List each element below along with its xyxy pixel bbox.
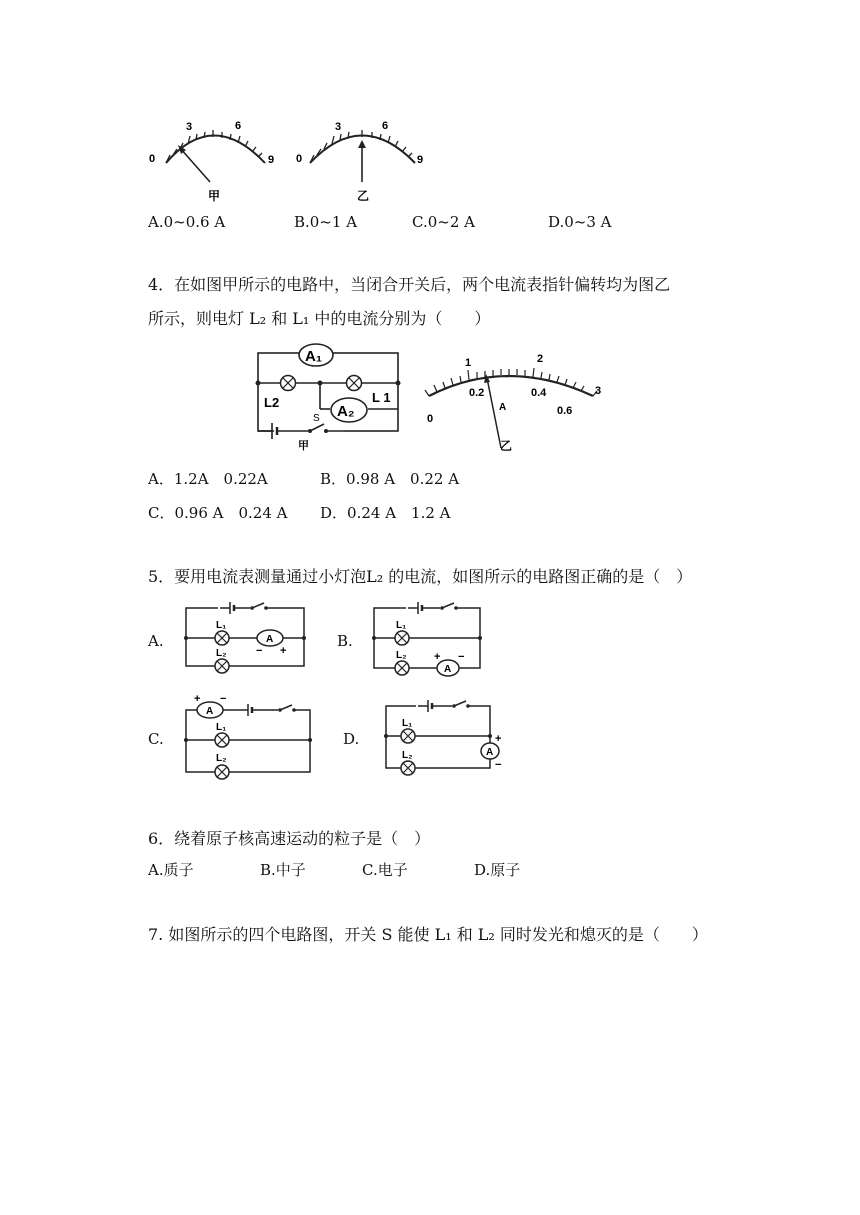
- q5-option-b-label: B.: [337, 632, 353, 650]
- q5b-minus: −: [458, 651, 465, 663]
- q4-meter-yi: [415, 348, 615, 456]
- meter-jia-tick-9: 9: [268, 154, 275, 166]
- q5a-l2: L₂: [216, 648, 227, 659]
- q5c-l2: L₂: [216, 753, 227, 764]
- q6-option-d: D.原子: [474, 861, 521, 879]
- meter-jia-figure: [140, 110, 290, 205]
- q5d-l1: L₁: [402, 718, 413, 729]
- q4-question-line1: 4．在如图甲所示的电路中，当闭合开关后，两个电流表指针偏转均为图乙: [148, 275, 671, 294]
- meter-jia-tick-6: 6: [235, 120, 242, 132]
- q5-question-line1: 5．要用电流表测量通过小灯泡L₂ 的电流，如图所示的电路图正确的是（ ）: [148, 567, 693, 586]
- q5b-ammeter: A: [444, 664, 452, 675]
- meter-jia-label: 甲: [208, 189, 221, 203]
- q4-circuit-label: 甲: [298, 440, 309, 452]
- q4-a2-label: A₂: [337, 403, 355, 420]
- q5b-plus: +: [434, 651, 441, 663]
- q5-circuit-a: [180, 598, 310, 680]
- meter-yi-tick-0: 0: [296, 153, 303, 165]
- meter-jia-tick-3: 3: [186, 121, 193, 133]
- q5a-l1: L₁: [216, 620, 227, 631]
- q4-option-c: C．0.96 A 0.24 A: [148, 504, 288, 522]
- q5a-minus: −: [256, 645, 263, 657]
- q5-circuit-c: [180, 694, 316, 778]
- meter-yi-figure: [290, 110, 440, 205]
- meter-yi-tick-3: 3: [335, 121, 342, 133]
- q4-meter-top-tick-3: 3: [595, 385, 602, 397]
- meter-yi-tick-6: 6: [382, 120, 389, 132]
- q4-option-d: D．0.24 A 1.2 A: [320, 504, 451, 522]
- q4-meter-bottom-tick-04: 0.4: [531, 387, 547, 399]
- q4-meter-label: 乙: [500, 439, 513, 453]
- q5-circuit-b: [368, 598, 486, 682]
- q5c-ammeter: A: [206, 706, 214, 717]
- q5d-l2: L₂: [402, 750, 413, 761]
- q4-meter-top-tick-2: 2: [537, 353, 544, 365]
- q5-option-d-label: D.: [343, 730, 360, 748]
- q6-option-c: C.电子: [362, 861, 408, 879]
- q5a-plus: +: [280, 645, 287, 657]
- q4-meter-top-tick-1: 1: [465, 357, 472, 369]
- meter-yi-label: 乙: [357, 189, 370, 203]
- q7-question-line1: 7. 如图所示的四个电路图，开关 S 能使 L₁ 和 L₂ 同时发光和熄灭的是（ ）: [148, 925, 708, 944]
- q5-option-c-label: C.: [148, 730, 164, 748]
- q4-meter-unit: A: [499, 402, 507, 413]
- q4-meter-bottom-tick-06: 0.6: [557, 405, 573, 417]
- q4-l1-label: L 1: [372, 390, 391, 405]
- meter-jia-tick-0: 0: [149, 153, 156, 165]
- q5d-minus: −: [495, 759, 502, 771]
- q6-option-b: B.中子: [260, 861, 306, 879]
- q5a-ammeter: A: [266, 634, 274, 645]
- q5d-ammeter: A: [486, 747, 494, 758]
- q4-meter-bottom-tick-02: 0.2: [469, 387, 485, 399]
- q4-s-label: S: [313, 413, 320, 424]
- q3-option-b: B.0~1 A: [294, 213, 358, 231]
- q6-question-line1: 6．绕着原子核高速运动的粒子是（ ）: [148, 829, 431, 848]
- q4-question-line2: 所示，则电灯 L₂ 和 L₁ 中的电流分别为（ ）: [148, 309, 491, 328]
- meter-yi-tick-9: 9: [417, 154, 424, 166]
- q5-circuit-d: [380, 698, 506, 778]
- q3-option-d: D.0~3 A: [548, 213, 612, 231]
- q5c-minus: −: [220, 693, 227, 705]
- q5d-plus: +: [495, 733, 502, 745]
- q4-option-a: A．1.2A 0.22A: [148, 470, 268, 488]
- q5-option-a-label: A.: [148, 632, 164, 650]
- q5b-l2: L₂: [396, 650, 407, 661]
- q5c-plus: +: [194, 693, 201, 705]
- q5b-l1: L₁: [396, 620, 407, 631]
- q5c-l1: L₁: [216, 722, 227, 733]
- q3-option-a: A.0~0.6 A: [148, 213, 226, 231]
- q4-a1-label: A₁: [305, 348, 323, 365]
- q6-option-a: A.质子: [148, 861, 194, 879]
- q4-option-b: B．0.98 A 0.22 A: [320, 470, 460, 488]
- q4-meter-bottom-tick-0: 0: [427, 413, 434, 425]
- q4-circuit-jia: [250, 335, 410, 453]
- q4-l2-label: L2: [264, 395, 280, 410]
- q3-option-c: C.0~2 A: [412, 213, 475, 231]
